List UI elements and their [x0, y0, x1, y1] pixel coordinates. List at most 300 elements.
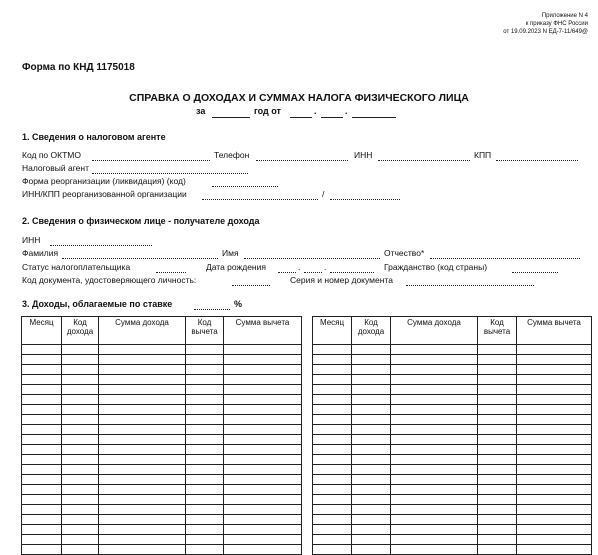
- income-code-cell[interactable]: [352, 525, 391, 535]
- table-row: [313, 355, 592, 365]
- status-field[interactable]: [156, 272, 186, 273]
- deduction-sum-cell[interactable]: [224, 495, 302, 505]
- income-sum-cell[interactable]: [391, 445, 478, 455]
- deduction-code-cell[interactable]: [478, 525, 517, 535]
- birth-month-field[interactable]: [304, 272, 322, 273]
- deduction-sum-cell[interactable]: [224, 525, 302, 535]
- income-code-cell[interactable]: [352, 435, 391, 445]
- deduction-sum-cell[interactable]: [224, 445, 302, 455]
- table-row: [22, 435, 302, 445]
- month-cell[interactable]: [22, 355, 62, 365]
- month-cell[interactable]: [22, 365, 62, 375]
- deduction-sum-cell[interactable]: [517, 435, 592, 445]
- income-sum-cell[interactable]: [99, 345, 186, 355]
- income-sum-cell[interactable]: [99, 485, 186, 495]
- deduction-sum-cell[interactable]: [224, 405, 302, 415]
- deduction-code-cell[interactable]: [478, 385, 517, 395]
- income-code-cell[interactable]: [352, 395, 391, 405]
- income-sum-cell[interactable]: [99, 355, 186, 365]
- table-row: [22, 355, 302, 365]
- income-code-cell[interactable]: [62, 375, 99, 385]
- deduction-code-cell[interactable]: [478, 455, 517, 465]
- table-row: [22, 515, 302, 525]
- reorg-inn-label: ИНН/КПП реорганизованной организации: [22, 189, 187, 199]
- month-cell[interactable]: [22, 385, 62, 395]
- deduction-code-cell[interactable]: [478, 505, 517, 515]
- deduction-code-cell[interactable]: [186, 445, 224, 455]
- income-code-cell[interactable]: [62, 395, 99, 405]
- deduction-sum-cell[interactable]: [224, 465, 302, 475]
- reorg-form-label: Форма реорганизации (ликвидация) (код): [22, 176, 186, 186]
- deduction-code-cell[interactable]: [478, 425, 517, 435]
- income-sum-cell[interactable]: [99, 495, 186, 505]
- deduction-code-cell[interactable]: [478, 515, 517, 525]
- table-row: [22, 455, 302, 465]
- deduction-code-cell[interactable]: [478, 485, 517, 495]
- deduction-sum-cell[interactable]: [517, 405, 592, 415]
- month-cell[interactable]: [313, 395, 352, 405]
- deduction-code-cell[interactable]: [186, 375, 224, 385]
- income-sum-cell[interactable]: [391, 465, 478, 475]
- income-sum-cell[interactable]: [99, 415, 186, 425]
- deduction-sum-cell[interactable]: [517, 425, 592, 435]
- income-code-cell[interactable]: [62, 515, 99, 525]
- month-cell[interactable]: [22, 445, 62, 455]
- income-sum-cell[interactable]: [99, 505, 186, 515]
- income-code-cell[interactable]: [352, 405, 391, 415]
- deduction-sum-cell[interactable]: [517, 455, 592, 465]
- doc-series-label: Серия и номер документа: [290, 275, 393, 285]
- income-code-cell[interactable]: [352, 465, 391, 475]
- deduction-sum-cell[interactable]: [224, 475, 302, 485]
- month-cell[interactable]: [313, 525, 352, 535]
- table-row: [313, 525, 592, 535]
- month-cell[interactable]: [313, 455, 352, 465]
- month-cell[interactable]: [313, 545, 352, 555]
- deduction-sum-cell[interactable]: [224, 425, 302, 435]
- deduction-sum-cell[interactable]: [517, 355, 592, 365]
- income-sum-cell[interactable]: [391, 425, 478, 435]
- income-code-cell[interactable]: [62, 475, 99, 485]
- income-code-cell[interactable]: [62, 345, 99, 355]
- month-cell[interactable]: [22, 395, 62, 405]
- agent-inn-field[interactable]: [378, 160, 470, 161]
- month-cell[interactable]: [313, 345, 352, 355]
- month-cell[interactable]: [313, 425, 352, 435]
- income-code-cell[interactable]: [352, 505, 391, 515]
- income-sum-cell[interactable]: [391, 345, 478, 355]
- reorg-kpp-field[interactable]: [330, 199, 400, 200]
- deduction-sum-cell[interactable]: [517, 375, 592, 385]
- deduction-code-cell[interactable]: [186, 515, 224, 525]
- income-sum-cell[interactable]: [99, 435, 186, 445]
- income-table-left: [21, 316, 302, 555]
- income-code-cell[interactable]: [62, 365, 99, 375]
- agent-field[interactable]: [92, 173, 248, 174]
- surname-field[interactable]: [62, 258, 218, 259]
- deduction-sum-cell[interactable]: [224, 545, 302, 555]
- date-year-field[interactable]: [352, 117, 396, 118]
- month-cell[interactable]: [22, 545, 62, 555]
- table-row: [313, 505, 592, 515]
- table-row: [22, 405, 302, 415]
- birth-day-field[interactable]: [278, 272, 296, 273]
- income-sum-cell[interactable]: [99, 445, 186, 455]
- month-cell[interactable]: [313, 505, 352, 515]
- month-cell[interactable]: [22, 485, 62, 495]
- deduction-code-cell[interactable]: [186, 395, 224, 405]
- deduction-sum-cell[interactable]: [224, 385, 302, 395]
- income-sum-cell[interactable]: [391, 385, 478, 395]
- income-code-cell[interactable]: [62, 405, 99, 415]
- income-sum-cell[interactable]: [391, 505, 478, 515]
- income-sum-cell[interactable]: [391, 435, 478, 445]
- income-sum-cell[interactable]: [391, 495, 478, 505]
- table-row: [22, 365, 302, 375]
- reorg-inn-field[interactable]: [202, 199, 318, 200]
- deduction-code-cell[interactable]: [478, 465, 517, 475]
- table-row: [22, 525, 302, 535]
- deduction-code-cell[interactable]: [186, 475, 224, 485]
- month-cell[interactable]: [313, 515, 352, 525]
- deduction-code-cell[interactable]: [478, 365, 517, 375]
- deduction-code-cell[interactable]: [478, 415, 517, 425]
- deduction-sum-cell[interactable]: [517, 495, 592, 505]
- deduction-sum-cell[interactable]: [517, 415, 592, 425]
- income-sum-cell[interactable]: [391, 395, 478, 405]
- income-code-cell[interactable]: [62, 455, 99, 465]
- col-income-code: Код дохода: [352, 317, 391, 345]
- deduction-sum-cell[interactable]: [517, 515, 592, 525]
- month-cell[interactable]: [22, 475, 62, 485]
- month-cell[interactable]: [313, 415, 352, 425]
- deduction-code-cell[interactable]: [186, 345, 224, 355]
- deduction-sum-cell[interactable]: [517, 385, 592, 395]
- income-code-cell[interactable]: [62, 355, 99, 365]
- col-deduction-code: Код вычета: [186, 317, 224, 345]
- income-sum-cell[interactable]: [391, 405, 478, 415]
- doc-code-field[interactable]: [232, 285, 270, 286]
- deduction-sum-cell[interactable]: [224, 355, 302, 365]
- income-sum-cell[interactable]: [99, 515, 186, 525]
- deduction-code-cell[interactable]: [478, 495, 517, 505]
- income-code-cell[interactable]: [352, 545, 391, 555]
- income-sum-cell[interactable]: [99, 405, 186, 415]
- table-row: [313, 425, 592, 435]
- table-row: [313, 545, 592, 555]
- income-code-cell[interactable]: [62, 415, 99, 425]
- date-day-field[interactable]: [290, 117, 312, 118]
- income-code-cell[interactable]: [352, 345, 391, 355]
- income-code-cell[interactable]: [62, 485, 99, 495]
- income-sum-cell[interactable]: [391, 515, 478, 525]
- table-row: [22, 345, 302, 355]
- deduction-code-cell[interactable]: [478, 435, 517, 445]
- month-cell[interactable]: [313, 475, 352, 485]
- deduction-code-cell[interactable]: [186, 415, 224, 425]
- income-sum-cell[interactable]: [391, 375, 478, 385]
- agent-label: Налоговый агент: [22, 163, 89, 173]
- deduction-code-cell[interactable]: [186, 425, 224, 435]
- income-sum-cell[interactable]: [391, 525, 478, 535]
- deduction-sum-cell[interactable]: [224, 365, 302, 375]
- table-row: [313, 435, 592, 445]
- income-code-cell[interactable]: [352, 375, 391, 385]
- deduction-code-cell[interactable]: [186, 545, 224, 555]
- table-row: [313, 455, 592, 465]
- reorg-slash: /: [322, 189, 325, 199]
- income-sum-cell[interactable]: [99, 545, 186, 555]
- income-code-cell[interactable]: [352, 475, 391, 485]
- deduction-sum-cell[interactable]: [517, 505, 592, 515]
- income-code-cell[interactable]: [352, 415, 391, 425]
- table-row: [22, 445, 302, 455]
- phone-label: Телефон: [214, 150, 250, 160]
- deduction-code-cell[interactable]: [478, 355, 517, 365]
- income-code-cell[interactable]: [352, 425, 391, 435]
- oktmo-label: Код по ОКТМО: [22, 150, 81, 160]
- income-sum-cell[interactable]: [391, 365, 478, 375]
- month-cell[interactable]: [22, 425, 62, 435]
- month-cell[interactable]: [22, 455, 62, 465]
- deduction-sum-cell[interactable]: [224, 515, 302, 525]
- section2-heading: 2. Сведения о физическом лице - получателе дохода: [22, 216, 260, 226]
- month-cell[interactable]: [313, 405, 352, 415]
- appendix-line-1: Приложение N 4: [541, 13, 588, 19]
- col-deduction-sum: Сумма вычета: [224, 317, 302, 345]
- date-month-field[interactable]: [321, 117, 343, 118]
- deduction-sum-cell[interactable]: [224, 345, 302, 355]
- deduction-sum-cell[interactable]: [224, 485, 302, 495]
- month-cell[interactable]: [22, 435, 62, 445]
- deduction-code-cell[interactable]: [186, 455, 224, 465]
- month-cell[interactable]: [22, 465, 62, 475]
- deduction-sum-cell[interactable]: [517, 525, 592, 535]
- table-row: [313, 395, 592, 405]
- table-row: [22, 495, 302, 505]
- month-cell[interactable]: [313, 385, 352, 395]
- month-cell[interactable]: [313, 355, 352, 365]
- income-sum-cell[interactable]: [391, 415, 478, 425]
- reorg-form-field[interactable]: [212, 186, 278, 187]
- month-cell[interactable]: [313, 365, 352, 375]
- deduction-sum-cell[interactable]: [517, 465, 592, 475]
- month-cell[interactable]: [313, 465, 352, 475]
- month-cell[interactable]: [22, 515, 62, 525]
- income-sum-cell[interactable]: [391, 485, 478, 495]
- deduction-sum-cell[interactable]: [224, 415, 302, 425]
- agent-inn-label: ИНН: [354, 150, 373, 160]
- month-cell[interactable]: [22, 375, 62, 385]
- name-label: Имя: [222, 248, 239, 258]
- income-code-cell[interactable]: [352, 385, 391, 395]
- deduction-sum-cell[interactable]: [224, 375, 302, 385]
- income-sum-cell[interactable]: [99, 365, 186, 375]
- income-code-cell[interactable]: [352, 495, 391, 505]
- deduction-code-cell[interactable]: [186, 435, 224, 445]
- deduction-code-cell[interactable]: [186, 385, 224, 395]
- income-code-cell[interactable]: [62, 465, 99, 475]
- month-cell[interactable]: [313, 485, 352, 495]
- table-row: [313, 375, 592, 385]
- income-sum-cell[interactable]: [99, 395, 186, 405]
- table-row: [22, 545, 302, 555]
- month-cell[interactable]: [22, 405, 62, 415]
- deduction-code-cell[interactable]: [186, 405, 224, 415]
- deduction-code-cell[interactable]: [186, 525, 224, 535]
- month-cell[interactable]: [313, 445, 352, 455]
- deduction-sum-cell[interactable]: [517, 485, 592, 495]
- deduction-sum-cell[interactable]: [224, 395, 302, 405]
- document-title: СПРАВКА О ДОХОДАХ И СУММАХ НАЛОГА ФИЗИЧЕСКОГО ЛИЦА: [129, 92, 469, 104]
- section3-heading: 3. Доходы, облагаемые по ставке: [22, 299, 173, 309]
- surname-label: Фамилия: [22, 248, 59, 258]
- deduction-code-cell[interactable]: [478, 445, 517, 455]
- deduction-code-cell[interactable]: [478, 405, 517, 415]
- income-code-cell[interactable]: [62, 545, 99, 555]
- deduction-sum-cell[interactable]: [517, 545, 592, 555]
- deduction-sum-cell[interactable]: [517, 475, 592, 485]
- month-cell[interactable]: [22, 495, 62, 505]
- person-inn-label: ИНН: [22, 235, 41, 245]
- month-cell[interactable]: [22, 415, 62, 425]
- col-income-sum: Сумма дохода: [391, 317, 478, 345]
- col-income-sum: Сумма дохода: [99, 317, 186, 345]
- table-row: [313, 345, 592, 355]
- deduction-sum-cell[interactable]: [517, 365, 592, 375]
- table-row: [22, 475, 302, 485]
- table-row: [313, 365, 592, 375]
- month-cell[interactable]: [22, 525, 62, 535]
- col-deduction-sum: Сумма вычета: [517, 317, 592, 345]
- income-sum-cell[interactable]: [99, 465, 186, 475]
- income-sum-cell[interactable]: [391, 545, 478, 555]
- table-row: [22, 395, 302, 405]
- month-cell[interactable]: [22, 505, 62, 515]
- table-row: [313, 465, 592, 475]
- income-sum-cell[interactable]: [99, 455, 186, 465]
- income-code-cell[interactable]: [352, 485, 391, 495]
- table-row: [313, 445, 592, 455]
- kpp-label: КПП: [474, 150, 492, 160]
- income-code-cell[interactable]: [62, 425, 99, 435]
- deduction-code-cell[interactable]: [478, 395, 517, 405]
- table-row: [313, 475, 592, 485]
- appendix-note: [503, 12, 588, 36]
- deduction-code-cell[interactable]: [478, 375, 517, 385]
- deduction-sum-cell[interactable]: [224, 455, 302, 465]
- income-code-cell[interactable]: [62, 385, 99, 395]
- income-code-cell[interactable]: [62, 505, 99, 515]
- birth-label: Дата рождения: [206, 262, 266, 272]
- deduction-code-cell[interactable]: [186, 505, 224, 515]
- deduction-code-cell[interactable]: [186, 365, 224, 375]
- person-inn-field[interactable]: [50, 245, 152, 246]
- income-sum-cell[interactable]: [99, 425, 186, 435]
- income-code-cell[interactable]: [352, 515, 391, 525]
- kpp-field[interactable]: [496, 160, 578, 161]
- appendix-line-3: от 19.09.2023 N ЕД-7-11/649@: [503, 29, 588, 35]
- income-code-cell[interactable]: [62, 495, 99, 505]
- col-month: Месяц: [22, 317, 62, 345]
- income-code-cell[interactable]: [62, 435, 99, 445]
- income-sum-cell[interactable]: [391, 355, 478, 365]
- deduction-sum-cell[interactable]: [517, 345, 592, 355]
- table-row: [22, 385, 302, 395]
- status-label: Статус налогоплательщика: [22, 262, 131, 272]
- doc-code-label: Код документа, удостоверяющего личность:: [22, 275, 197, 285]
- table-row: [22, 415, 302, 425]
- income-sum-cell[interactable]: [99, 525, 186, 535]
- col-deduction-code: Код вычета: [478, 317, 517, 345]
- deduction-code-cell[interactable]: [478, 475, 517, 485]
- deduction-code-cell[interactable]: [186, 495, 224, 505]
- table-row: [313, 485, 592, 495]
- income-sum-cell[interactable]: [99, 385, 186, 395]
- income-code-cell[interactable]: [62, 525, 99, 535]
- deduction-code-cell[interactable]: [186, 485, 224, 495]
- income-sum-cell[interactable]: [391, 455, 478, 465]
- birth-dot-1: .: [298, 262, 301, 272]
- table-row: [22, 425, 302, 435]
- table-row: [22, 375, 302, 385]
- oktmo-field[interactable]: [92, 160, 210, 161]
- subtitle-god-ot: год от: [254, 106, 281, 116]
- deduction-sum-cell[interactable]: [517, 395, 592, 405]
- birth-dot-2: .: [324, 262, 327, 272]
- date-dot-2: .: [345, 106, 348, 116]
- income-code-cell[interactable]: [352, 445, 391, 455]
- citizenship-label: Гражданство (код страны): [384, 262, 488, 272]
- col-income-code: Код дохода: [62, 317, 99, 345]
- deduction-code-cell[interactable]: [478, 345, 517, 355]
- patronymic-label: Отчество*: [384, 248, 425, 258]
- month-cell[interactable]: [313, 375, 352, 385]
- year-field[interactable]: [212, 117, 250, 118]
- income-sum-cell[interactable]: [391, 475, 478, 485]
- name-field[interactable]: [244, 258, 380, 259]
- deduction-sum-cell[interactable]: [224, 505, 302, 515]
- doc-series-field[interactable]: [406, 285, 534, 286]
- form-code: Форма по КНД 1175018: [22, 62, 135, 73]
- appendix-line-2: к приказу ФНС России: [525, 21, 588, 27]
- deduction-sum-cell[interactable]: [517, 445, 592, 455]
- section1-heading: 1. Сведения о налоговом агенте: [22, 132, 166, 142]
- birth-year-field[interactable]: [330, 272, 374, 273]
- date-dot-1: .: [314, 106, 317, 116]
- citizenship-field[interactable]: [512, 272, 558, 273]
- table-row: [22, 505, 302, 515]
- income-table-right: [312, 316, 592, 555]
- income-code-cell[interactable]: [62, 445, 99, 455]
- income-sum-cell[interactable]: [99, 375, 186, 385]
- patronymic-field[interactable]: [430, 258, 580, 259]
- rate-field[interactable]: [194, 309, 230, 310]
- income-code-cell[interactable]: [352, 365, 391, 375]
- deduction-sum-cell[interactable]: [224, 435, 302, 445]
- phone-field[interactable]: [256, 160, 348, 161]
- deduction-code-cell[interactable]: [478, 545, 517, 555]
- col-month: Месяц: [313, 317, 352, 345]
- month-cell[interactable]: [313, 435, 352, 445]
- deduction-code-cell[interactable]: [186, 465, 224, 475]
- month-cell[interactable]: [22, 345, 62, 355]
- month-cell[interactable]: [313, 495, 352, 505]
- income-code-cell[interactable]: [352, 455, 391, 465]
- income-code-cell[interactable]: [352, 355, 391, 365]
- income-sum-cell[interactable]: [99, 475, 186, 485]
- deduction-code-cell[interactable]: [186, 355, 224, 365]
